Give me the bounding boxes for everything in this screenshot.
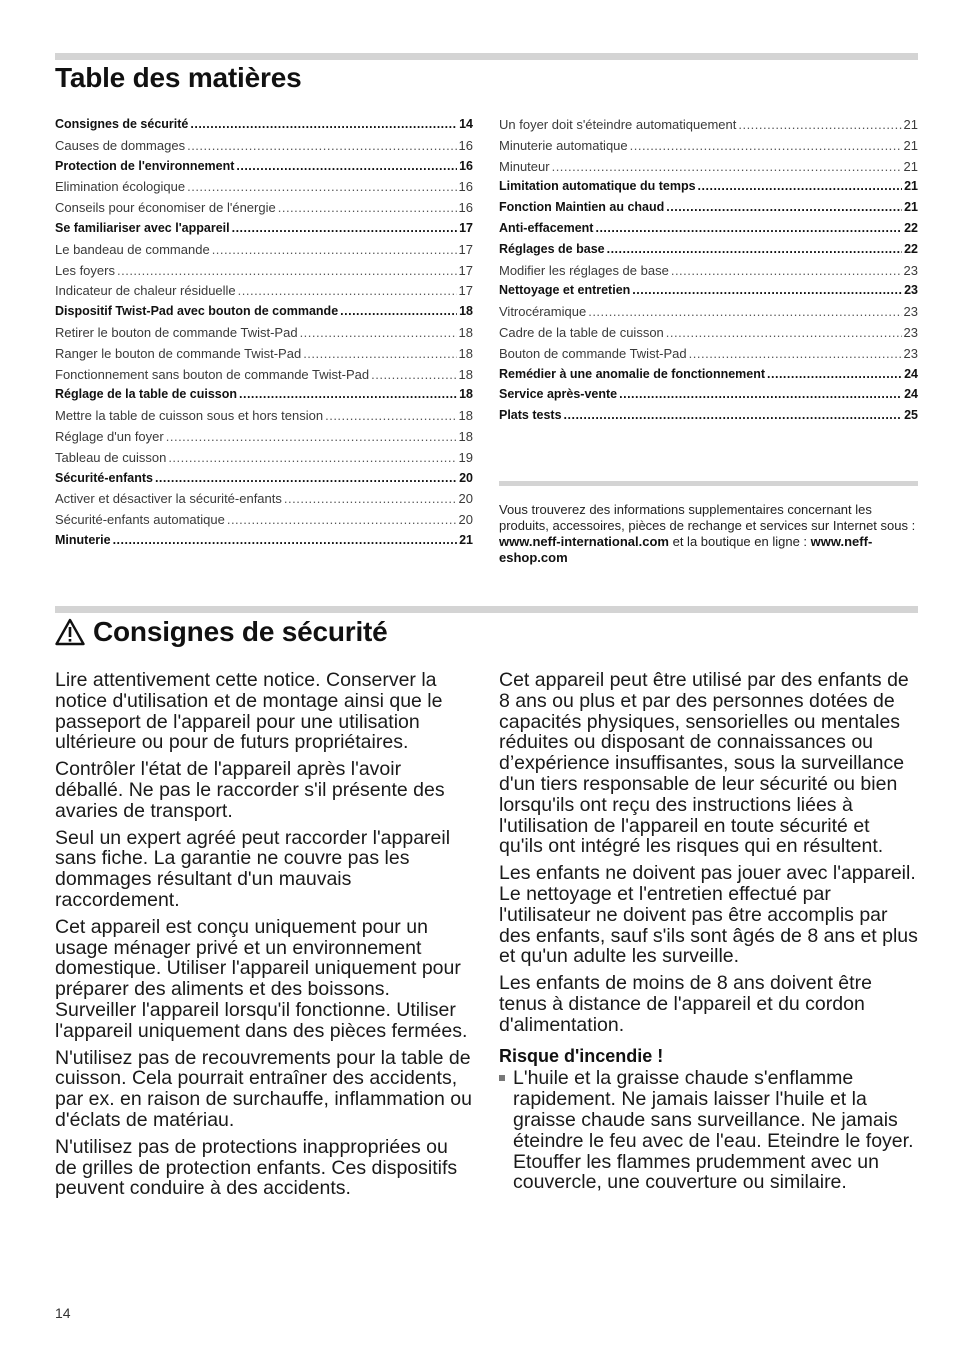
toc-leader-dots [278, 200, 457, 215]
toc-entry-page: 24 [904, 387, 918, 402]
toc-entry-label: Consignes de sécurité [55, 117, 189, 131]
toc-leader-dots [300, 325, 457, 340]
toc-entry-label: Anti-effacement [499, 220, 594, 235]
toc-leader-dots [689, 346, 902, 361]
toc-entry-page: 20 [459, 470, 473, 485]
toc-entry[interactable] [499, 283, 918, 304]
toc-entry[interactable] [55, 450, 473, 471]
toc-entry-label: Vitrocéramique [499, 304, 587, 320]
toc-entry[interactable] [499, 387, 918, 408]
toc-entry-label: Conseils pour économiser de l'énergie [55, 200, 276, 216]
toc-entry-page: 18 [458, 408, 473, 424]
toc-entry[interactable] [55, 159, 473, 180]
toc-entry[interactable] [55, 221, 473, 242]
toc-entry-label: Plats tests [499, 408, 562, 423]
toc-entry-label: Sécurité-enfants automatique [55, 512, 225, 528]
toc-leader-dots [371, 367, 456, 382]
toc-entry-page: 23 [903, 304, 918, 320]
toc-entry-page: 22 [904, 220, 918, 235]
toc-leader-dots [564, 408, 903, 422]
safety-right-column [499, 670, 918, 1193]
toc-leader-dots [607, 242, 902, 256]
toc-leader-dots [239, 387, 457, 401]
toc-entry-page: 16 [459, 158, 473, 173]
toc-entry-page: 24 [904, 366, 918, 381]
toc-leader-dots [212, 242, 457, 257]
info-text-1: Vous trouverez des informations supplementaires concernant les produits, accessoires, pièces de rechange et services sur Internet sous : [499, 502, 916, 533]
toc-entry[interactable] [499, 159, 918, 180]
toc-entry[interactable] [55, 387, 473, 408]
toc-entry-page: 17 [459, 220, 473, 235]
info-text-2: et la boutique en ligne : [668, 534, 811, 549]
toc-leader-dots [666, 325, 902, 340]
toc-entry-page: 17 [458, 262, 473, 278]
toc-leader-dots [166, 429, 457, 444]
toc-entry-label: Activer et désactiver la sécurité-enfants [55, 491, 282, 507]
toc-entry[interactable] [55, 283, 473, 304]
toc-entry[interactable] [55, 325, 473, 346]
international-link[interactable]: www.neff-international.com [499, 534, 669, 549]
toc-entry-label: Bouton de commande Twist-Pad [499, 345, 687, 361]
safety-title [55, 616, 388, 648]
toc-leader-dots [190, 117, 457, 131]
toc-entry-label: Remédier à une anomalie de fonctionnement [499, 366, 766, 381]
safety-paragraph: Cet appareil peut être utilisé par des enfants de 8 ans ou plus et par des personnes dotées de capacités physiques, sensorielles ou mentales réduites ou disposant de connaissances ou d’expérience insuffisantes, sous la surveillance d'un tiers responsable de leur sécurité ou bien lorsqu'ils ont reçu des instructions liées à l'utilisation de l'appareil en toute sécurité et qu'ils ont intégré les risques qui en résultent. [499, 669, 909, 858]
toc-entry[interactable] [55, 367, 473, 388]
safety-paragraph: Contrôler l'état de l'appareil après l'avoir déballé. Ne pas le raccorder s'il présente des avaries de transport. [55, 758, 445, 822]
toc-leader-dots [236, 159, 457, 173]
toc-leader-dots [738, 117, 901, 132]
toc-entry[interactable] [499, 367, 918, 388]
toc-entry-page: 21 [904, 179, 918, 194]
toc-entry-page: 18 [459, 304, 473, 319]
toc-entry-label: Dispositif Twist-Pad avec bouton de commande [55, 304, 339, 319]
info-note [499, 502, 918, 566]
toc-leader-dots [552, 159, 902, 174]
safety-paragraph: Les enfants ne doivent pas jouer avec l'appareil. Le nettoyage et l'entretien effectué par l'utilisateur ne doivent pas être accomplis par des enfants, sauf s'ils sont âgés de 8 ans et plus et qu'un adulte les surveille. [499, 862, 918, 968]
toc-leader-dots [767, 367, 902, 381]
toc-leader-dots [303, 346, 456, 361]
toc-leader-dots [227, 512, 457, 527]
toc-entry-page: 23 [903, 345, 918, 361]
toc-entry-page: 21 [904, 200, 918, 215]
toc-entry-page: 17 [458, 283, 473, 299]
toc-left-column [55, 117, 473, 554]
toc-entry-page: 21 [903, 137, 918, 153]
toc-entry-label: Réglage d'un foyer [55, 428, 164, 444]
safety-title-text: Consignes de sécurité [93, 616, 388, 647]
toc-entry-page: 18 [459, 387, 473, 402]
toc-entry[interactable] [55, 179, 473, 200]
toc-entry-page: 21 [903, 158, 918, 174]
toc-leader-dots [284, 491, 457, 506]
toc-entry-page: 21 [459, 532, 473, 547]
toc-entry-label: Fonction Maintien au chaud [499, 200, 665, 215]
toc-leader-dots [698, 179, 903, 193]
fire-risk-bullet [499, 1068, 918, 1193]
toc-entry[interactable] [55, 263, 473, 284]
toc-entry-page: 16 [458, 200, 473, 216]
toc-entry-page: 25 [904, 408, 918, 423]
toc-title: Table des matières [55, 62, 302, 93]
safety-divider [55, 606, 918, 613]
toc-entry-label: Ranger le bouton de commande Twist-Pad [55, 345, 302, 361]
toc-leader-dots [232, 221, 457, 235]
toc-entry-label: Minuterie automatique [499, 137, 628, 153]
toc-entry[interactable] [499, 346, 918, 367]
toc-entry-label: Sécurité-enfants [55, 470, 153, 485]
toc-entry[interactable] [499, 200, 918, 221]
toc-entry-page: 17 [458, 241, 473, 257]
toc-leader-dots [619, 387, 902, 401]
safety-paragraph: Seul un expert agréé peut raccorder l'appareil sans fiche. La garantie ne couvre pas les dommages résultant d'un mauvais raccordement. [55, 826, 451, 911]
toc-entry-label: Se familiariser avec l'appareil [55, 220, 230, 235]
toc-entry[interactable] [55, 304, 473, 325]
toc-entry[interactable] [499, 304, 918, 325]
toc-leader-dots [630, 138, 902, 153]
toc-entry-label: Modifier les réglages de base [499, 262, 669, 278]
toc-entry-label: Limitation automatique du temps [499, 179, 696, 194]
toc-entry[interactable] [55, 491, 473, 512]
toc-entry-page: 16 [458, 179, 473, 195]
page-number: 14 [55, 1305, 71, 1321]
toc-leader-dots [588, 304, 901, 319]
toc-entry[interactable] [499, 263, 918, 284]
toc-entry-label: Minuteur [499, 158, 550, 174]
toc-leader-dots [325, 408, 456, 423]
toc-leader-dots [671, 263, 902, 278]
toc-entry-page: 23 [903, 262, 918, 278]
toc-leader-dots [595, 221, 902, 235]
toc-entry-label: Indicateur de chaleur résiduelle [55, 283, 236, 299]
toc-entry-page: 18 [458, 324, 473, 340]
toc-entry-label: Minuterie [55, 532, 111, 547]
safety-left-column [55, 670, 473, 1205]
toc-leader-dots [632, 283, 902, 297]
toc-entry-label: Service après-vente [499, 387, 618, 402]
toc-entry-label: Nettoyage et entretien [499, 283, 631, 298]
toc-entry[interactable] [55, 408, 473, 429]
toc-entry-page: 19 [458, 449, 473, 465]
toc-entry[interactable] [55, 533, 473, 554]
toc-leader-dots [187, 179, 456, 194]
toc-leader-dots [187, 138, 456, 153]
toc-entry-page: 18 [458, 345, 473, 361]
toc-entry-page: 20 [458, 491, 473, 507]
toc-leader-dots [666, 200, 902, 214]
toc-entry-label: Réglage de la table de cuisson [55, 387, 238, 402]
safety-paragraph: Cet appareil est conçu uniquement pour un usage ménager privé et un environnement domestique. Utiliser l'appareil uniquement pour préparer des aliments et des boissons. Surveiller l'appareil lorsqu'il fonctionne. Utiliser l'appareil uniquement dans des pièces fermées. [55, 915, 468, 1042]
toc-entry[interactable] [499, 179, 918, 200]
toc-entry-label: Tableau de cuisson [55, 449, 167, 465]
toc-leader-dots [117, 263, 457, 278]
toc-entry-page: 16 [458, 137, 473, 153]
toc-entry-page: 23 [903, 324, 918, 340]
toc-leader-dots [340, 304, 457, 318]
bullet-square-icon [499, 1068, 513, 1193]
toc-entry-label: Protection de l'environnement [55, 158, 235, 173]
safety-paragraph: N'utilisez pas de protections inappropriées ou de grilles de protection enfants. Ces dispositifs peuvent conduire à des accidents. [55, 1135, 458, 1200]
toc-entry-label: Elimination écologique [55, 179, 186, 195]
warning-triangle-icon [55, 618, 85, 646]
toc-entry-label: Un foyer doit s'éteindre automatiquement [499, 117, 737, 132]
toc-leader-dots [113, 533, 458, 547]
toc-entry[interactable] [499, 408, 918, 429]
safety-paragraph: Lire attentivement cette notice. Conserver la notice d'utilisation et de montage ainsi que le passeport de l'appareil pour une utilisation ultérieure ou pour de futurs propriétaires. [55, 669, 443, 754]
toc-right-column [499, 117, 918, 429]
toc-entry-page: 22 [904, 241, 918, 256]
fire-risk-heading: Risque d'incendie ! [499, 1045, 664, 1066]
toc-entry-label: Le bandeau de commande [55, 241, 210, 257]
toc-entry-label: Cadre de la table de cuisson [499, 324, 664, 340]
toc-entry[interactable] [499, 117, 918, 138]
toc-entry[interactable] [55, 429, 473, 450]
right-paragraphs [499, 670, 918, 1036]
toc-leader-dots [155, 471, 457, 485]
toc-entry[interactable] [499, 242, 918, 263]
eshop-link[interactable]: www.neff-eshop.com [499, 534, 873, 565]
toc-entry-label: Causes de dommages [55, 137, 186, 153]
toc-entry-label: Fonctionnement sans bouton de commande Twist-Pad [55, 366, 370, 382]
toc-entry[interactable] [499, 221, 918, 242]
toc-leader-dots [168, 450, 456, 465]
toc-leader-dots [238, 283, 457, 298]
toc-entry-label: Réglages de base [499, 241, 605, 256]
toc-entry-page: 21 [903, 117, 918, 132]
fire-risk-text: L'huile et la graisse chaude s'enflamme rapidement. Ne jamais laisser l'huile et la graisse chaude sans surveillance. Ne jamais éteindre le feu avec de l'eau. Eteindre le foyer. Etouffer les flammes prudemment avec un couvercle, une couverture ou similaire. [513, 1067, 914, 1194]
toc-entry[interactable] [55, 242, 473, 263]
safety-paragraph: N'utilisez pas de recouvrements pour la table de cuisson. Cela pourrait entraîner des accidents, par ex. en raison de surchauffe, inflammation ou d'éclats de matériau. [55, 1046, 472, 1131]
toc-entry-page: 14 [459, 117, 473, 131]
toc-entry-label: Les foyers [55, 262, 115, 278]
toc-entry[interactable] [499, 138, 918, 159]
toc-entry-label: Retirer le bouton de commande Twist-Pad [55, 324, 298, 340]
toc-entry-page: 23 [904, 283, 918, 298]
safety-paragraph: Les enfants de moins de 8 ans doivent être tenus à distance de l'appareil et du cordon d'alimentation. [499, 972, 872, 1036]
info-divider [499, 481, 918, 486]
toc-entry[interactable] [55, 117, 473, 138]
toc-entry-page: 20 [458, 512, 473, 528]
toc-entry[interactable] [55, 200, 473, 221]
toc-entry-page: 18 [458, 428, 473, 444]
toc-entry[interactable] [55, 138, 473, 159]
toc-entry-page: 18 [458, 366, 473, 382]
top-divider [55, 53, 918, 60]
toc-entry-label: Mettre la table de cuisson sous et hors tension [55, 408, 324, 424]
toc-entry[interactable] [55, 471, 473, 492]
toc-entry[interactable] [55, 512, 473, 533]
toc-entry[interactable] [499, 325, 918, 346]
toc-entry[interactable] [55, 346, 473, 367]
